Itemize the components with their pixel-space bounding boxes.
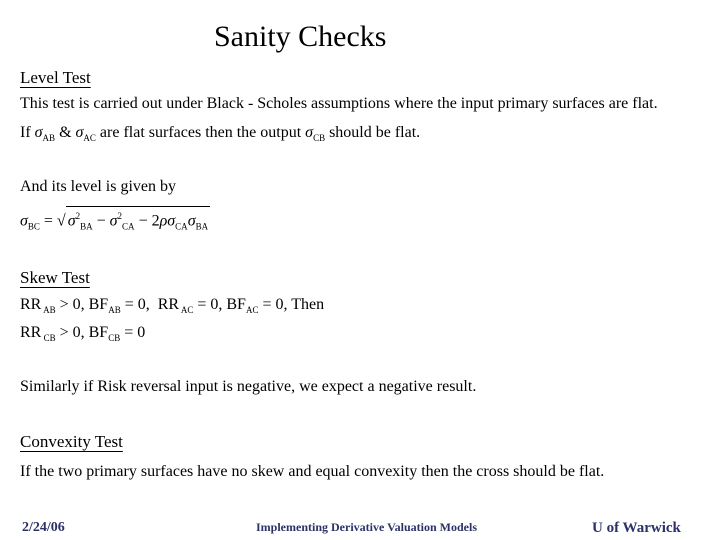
level-line2-prefix: If: [20, 124, 31, 141]
skew-test-heading: Skew Test: [20, 268, 90, 287]
level-formula: $\sigma_{BC}$ = √ $\sigma^2_{BA} - \sigma^2_{CA} - 2\rho\sigma_{CA}\sigma_{BA}$: [20, 206, 210, 236]
convexity-test-line-1: If the two primary surfaces have no skew and equal convexity then the cross should be flat.: [20, 463, 605, 480]
footer-date: 2/24/06: [22, 520, 65, 535]
convexity-test-heading: Convexity Test: [20, 432, 123, 451]
sigma-ab-ac-formula: $\sigma_{AB}$ & $\sigma_{AC}$: [34, 124, 96, 144]
skew-test-line-1: RR $_{AB}$ > 0, $BF_{AB} = 0$, RR $_{AC}$ = 0, $BF_{AC} = 0$, Then: [20, 296, 325, 316]
footer-org: U of Warwick: [592, 520, 681, 536]
level-line2-mid: are flat surfaces then the output: [99, 124, 302, 141]
skew-test-line-3: Similarly if Risk reversal input is negative, we expect a negative result.: [20, 378, 477, 395]
level-test-line-1: This test is carried out under Black - Scholes assumptions where the input primary surfaces are flat.: [20, 95, 658, 112]
slide-title: Sanity Checks: [214, 20, 387, 53]
level-test-line-2: [20, 124, 420, 143]
level-test-line-3: And its level is given by: [20, 178, 176, 195]
level-test-heading: Level Test: [20, 68, 91, 87]
level-line2-suffix: should be flat.: [329, 124, 421, 141]
sigma-cb-formula: $\sigma_{CB}$: [305, 124, 326, 144]
skew-test-line-2: RR $_{CB}$ > 0, $BF_{CB} = 0$: [20, 324, 146, 344]
footer-course: Implementing Derivative Valuation Models: [256, 520, 477, 534]
